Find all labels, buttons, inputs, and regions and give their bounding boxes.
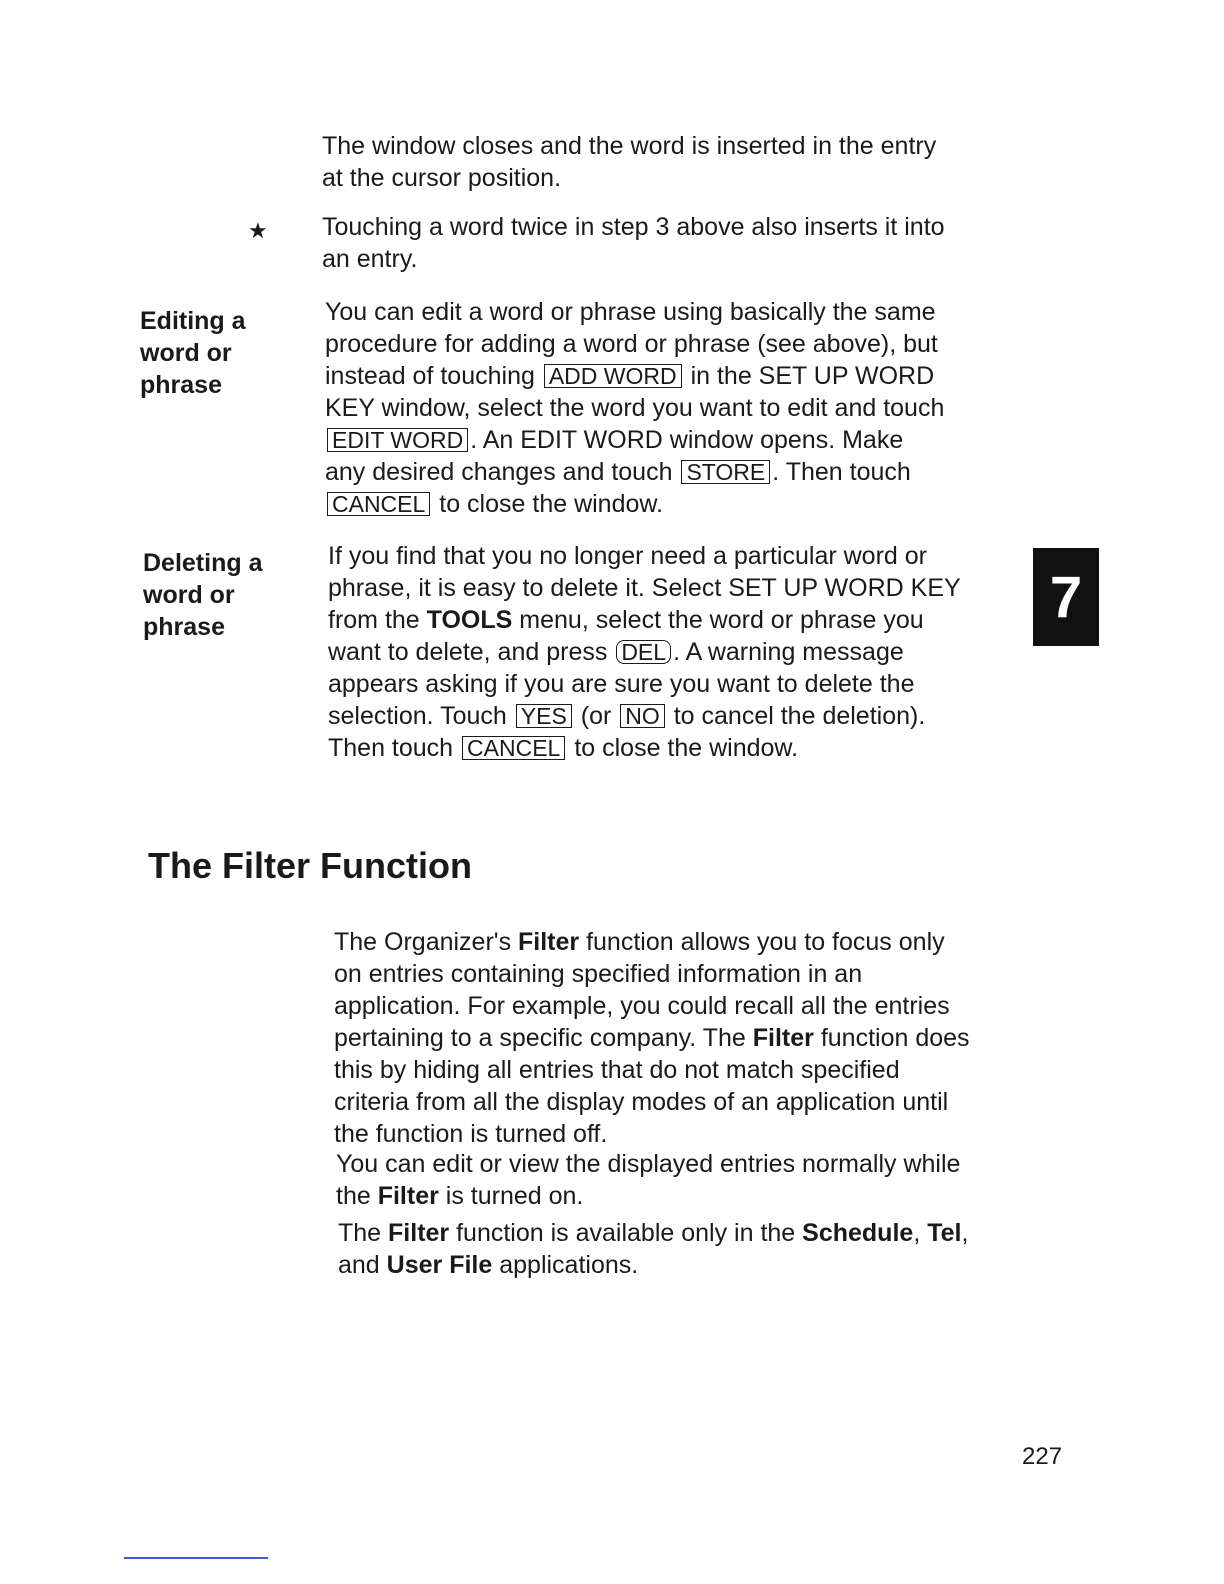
side-heading-line: phrase [143,613,225,641]
text-fragment: selection. Touch [328,702,507,730]
text-line: If you find that you no longer need a particular word or [328,542,927,570]
text-fragment: (or [580,702,612,730]
editing-paragraph [325,296,944,520]
bold-term: Filter [518,928,580,956]
side-heading-line: Deleting a [143,549,263,577]
text-fragment: function allows you to focus only [579,928,945,956]
text-fragment: The [338,1219,389,1247]
text-fragment: in the SET UP WORD [690,362,935,390]
text-fragment: The Organizer's [334,928,519,956]
text-line: Touching a word twice in step 3 above also inserts it into [322,213,945,241]
del-key: DEL [616,640,671,664]
text-line: at the cursor position. [322,164,562,192]
store-key: STORE [681,460,770,484]
add-word-key: ADD WORD [544,364,682,388]
bold-term: Schedule [802,1219,914,1247]
text-line: procedure for adding a word or phrase (see above), but [325,330,938,358]
text-fragment: , [913,1219,928,1247]
text-fragment: want to delete, and press [328,638,608,666]
text-line [325,456,944,488]
text-line [328,604,961,636]
bottom-rule [124,1557,268,1559]
cancel-key: CANCEL [462,736,565,760]
text-fragment: . A warning message [673,638,904,666]
tools-menu-name: TOOLS [426,606,513,634]
text-line: criteria from all the display modes of an application until [334,1088,949,1116]
text-fragment: any desired changes and touch [325,458,673,486]
text-line: The window closes and the word is inserted in the entry [322,132,937,160]
text-line [334,926,970,958]
bold-term: Tel [927,1219,962,1247]
text-line: application. For example, you could recall all the entries [334,992,950,1020]
text-fragment: the [336,1182,378,1210]
deleting-paragraph [328,540,961,764]
filter-paragraph-3 [338,1217,968,1281]
section-title: The Filter Function [148,845,472,886]
text-line [328,636,961,668]
text-line: on entries containing specified information in an [334,960,863,988]
text-line: the function is turned off. [334,1120,608,1148]
insert-paragraph [322,130,936,194]
side-heading-line: phrase [140,371,222,399]
text-line [325,424,944,456]
chapter-tab: 7 [1033,548,1099,646]
text-line: You can edit a word or phrase using basically the same [325,298,936,326]
text-line [328,732,961,764]
text-line [328,700,961,732]
text-fragment: . Then touch [772,458,911,486]
text-fragment: and [338,1251,387,1279]
bold-term: Filter [388,1219,450,1247]
text-line [334,1022,970,1054]
text-fragment: Then touch [328,734,454,762]
text-line: this by hiding all entries that do not match specified [334,1056,900,1084]
bold-term: Filter [377,1182,439,1210]
text-line: phrase, it is easy to delete it. Select SET UP WORD KEY [328,574,961,602]
deleting-side-heading [143,547,262,643]
side-heading-line: word or [143,581,235,609]
text-fragment: pertaining to a specific company. The [334,1024,753,1052]
text-line [338,1249,968,1281]
filter-paragraph-1 [334,926,970,1150]
side-heading-line: Editing a [140,307,246,335]
text-line [336,1180,960,1212]
note-paragraph [322,211,945,275]
filter-paragraph-2 [336,1148,960,1212]
bold-term: User File [386,1251,493,1279]
page-number: 227 [1022,1443,1063,1470]
text-fragment: is turned on. [438,1182,584,1210]
text-fragment: instead of touching [325,362,535,390]
text-fragment: . An EDIT WORD window opens. Make [470,426,904,454]
text-fragment: from the [328,606,420,634]
text-fragment: to cancel the deletion). [673,702,926,730]
cancel-key: CANCEL [327,492,430,516]
bold-term: Filter [752,1024,814,1052]
text-line [325,488,944,520]
yes-key: YES [516,704,572,728]
text-fragment: applications. [492,1251,639,1279]
star-icon: ★ [248,218,268,243]
no-key: NO [620,704,665,728]
text-line: appears asking if you are sure you want to delete the [328,670,915,698]
text-line: You can edit or view the displayed entries normally while [336,1150,961,1178]
text-fragment: function is available only in the [449,1219,803,1247]
text-fragment: to close the window. [574,734,799,762]
text-line: an entry. [322,245,418,273]
text-fragment: menu, select the word or phrase you [519,606,924,634]
side-heading-line: word or [140,339,232,367]
text-fragment: , [961,1219,969,1247]
text-line [325,360,944,392]
text-fragment: to close the window. [439,490,664,518]
editing-side-heading [140,305,246,401]
text-line [338,1217,968,1249]
edit-word-key: EDIT WORD [327,428,468,452]
text-line: KEY window, select the word you want to edit and touch [325,394,945,422]
text-fragment: function does [813,1024,970,1052]
